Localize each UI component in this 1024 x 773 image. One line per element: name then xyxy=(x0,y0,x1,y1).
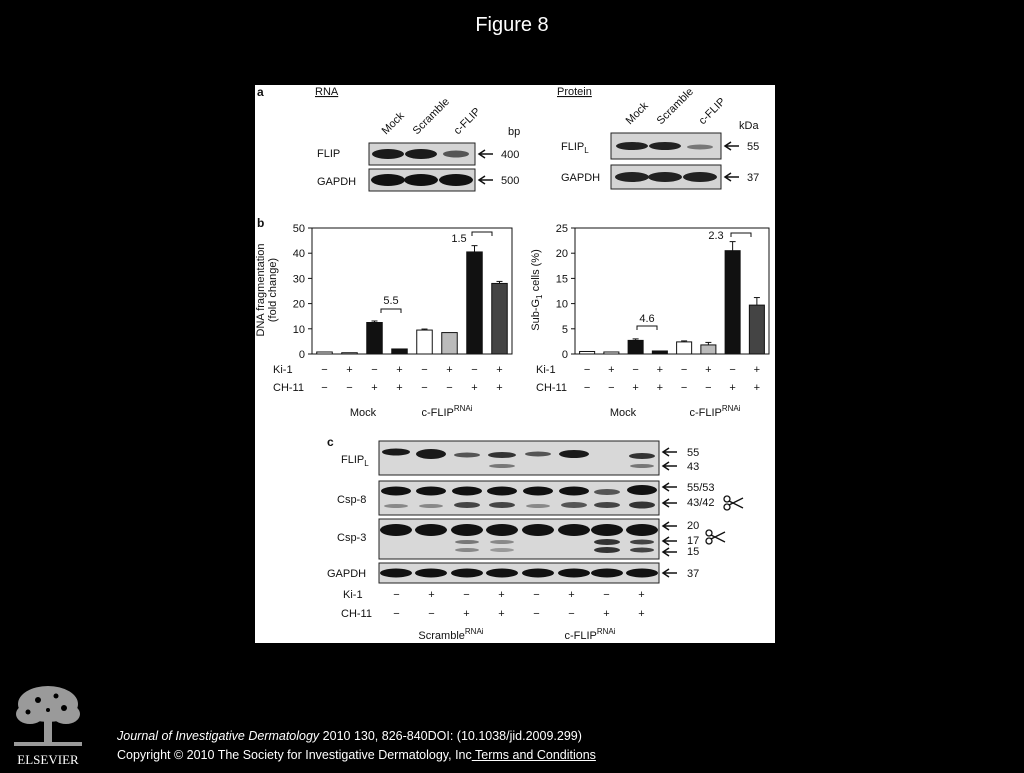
arrow-icon xyxy=(725,173,739,181)
rna-size-500: 500 xyxy=(501,175,520,187)
c-signs xyxy=(393,589,644,620)
band xyxy=(616,142,648,150)
ch11-sign: − xyxy=(705,382,712,394)
ch11-sign: + xyxy=(496,382,503,394)
protein-unit: kDa xyxy=(739,120,759,132)
protein-size-37: 37 xyxy=(747,172,760,184)
band xyxy=(405,149,437,159)
bar xyxy=(749,305,764,354)
c-csp8-marker-43-42: 43/42 xyxy=(687,497,715,509)
ch11-sign: − xyxy=(421,382,428,394)
b-row-ch11-left: CH-11 xyxy=(273,382,304,394)
band xyxy=(683,172,717,182)
panel-a-label: a xyxy=(257,85,264,99)
b-group-mock-left: Mock xyxy=(349,407,377,419)
bar xyxy=(417,330,433,354)
arrow-icon xyxy=(663,548,677,556)
bar xyxy=(652,351,667,354)
copyright-text: Copyright © 2010 The Society for Investigative Dermatology, Inc xyxy=(117,748,472,762)
ch11-sign: + xyxy=(396,382,403,394)
ch11-sign: + xyxy=(632,382,639,394)
arrow-icon xyxy=(663,448,677,456)
c-blot-csp8-label: Csp-8 xyxy=(337,494,367,506)
y-tick-label: 15 xyxy=(555,273,568,286)
chart1-bracket-2 xyxy=(472,232,492,236)
arrow-icon xyxy=(663,462,677,470)
ki1-sign: + xyxy=(496,364,503,376)
c-blot-csp3-label: Csp-3 xyxy=(337,532,367,544)
elsevier-tree-icon xyxy=(8,680,88,768)
chart2-ylabel: Sub-$G_1$ cells (%) xyxy=(530,249,544,331)
c-blot-flip-label: $FLIP_L$ xyxy=(341,454,369,468)
b-group-cflip-right: $c-FLIP^{RNAi}$ xyxy=(689,404,741,419)
ki1-sign: + xyxy=(346,364,353,376)
bar xyxy=(467,252,483,354)
c-blot-gapdh-label: GAPDH xyxy=(327,568,367,580)
ki1-sign: − xyxy=(632,364,639,376)
rna-size-400: 400 xyxy=(501,149,520,161)
ch11-sign: − xyxy=(446,382,453,394)
ch11-sign: − xyxy=(321,382,328,394)
b-signs-right xyxy=(584,364,760,394)
rna-unit: bp xyxy=(508,126,521,138)
slide-title: Figure 8 xyxy=(475,14,549,36)
y-tick-label: 50 xyxy=(292,223,305,235)
b-row-ki1-left: Ki-1 xyxy=(273,364,293,376)
ki1-sign: + xyxy=(705,364,712,376)
chart1-y-axis xyxy=(293,223,312,361)
chart2-bracket-2 xyxy=(731,233,751,237)
c-blot-flip xyxy=(379,441,659,475)
ki1-sign: − xyxy=(603,589,610,601)
protein-lane-cflip: c-FLIP xyxy=(696,95,729,128)
logo-text: ELSEVIER xyxy=(17,752,79,767)
y-tick-label: 25 xyxy=(555,223,568,235)
band xyxy=(371,174,405,186)
c-row-ki1: Ki-1 xyxy=(343,589,363,601)
bar xyxy=(392,349,408,354)
copyright-line xyxy=(117,748,596,762)
bar xyxy=(628,340,643,354)
ki1-sign: + xyxy=(638,589,645,601)
ch11-sign: − xyxy=(568,608,575,620)
arrow-icon xyxy=(663,522,677,530)
ki1-sign: − xyxy=(533,589,540,601)
rna-lane-scramble: Scramble xyxy=(410,95,452,138)
band xyxy=(443,151,469,158)
chart2-annotation-1: 4.6 xyxy=(639,313,655,325)
rna-row-gapdh: GAPDH xyxy=(317,176,357,188)
bar xyxy=(580,351,595,354)
arrow-icon xyxy=(479,150,493,158)
y-tick-label: 20 xyxy=(292,298,305,311)
band xyxy=(687,145,713,150)
c-csp3-marker-20: 20 xyxy=(687,520,700,532)
ki1-sign: − xyxy=(371,364,378,376)
scissors-icon xyxy=(706,530,725,544)
bar xyxy=(342,353,358,354)
figure-8-panel xyxy=(255,85,775,643)
ki1-sign: − xyxy=(583,364,591,376)
arrow-icon xyxy=(663,537,677,545)
bar xyxy=(442,333,458,354)
ch11-sign: + xyxy=(638,608,645,620)
ki1-sign: − xyxy=(471,364,478,376)
rna-row-flip: FLIP xyxy=(317,148,341,160)
c-flip-marker-43: 43 xyxy=(687,461,700,473)
arrow-icon xyxy=(663,499,677,507)
c-group-scramble: Scramble$^{RNAi}$ xyxy=(418,627,484,642)
arrow-icon xyxy=(479,176,493,184)
y-tick-label: 40 xyxy=(292,248,305,261)
arrow-icon xyxy=(663,569,677,577)
ki1-sign: + xyxy=(753,364,761,376)
c-csp8-marker-55-53: 55/53 xyxy=(687,482,715,494)
protein-lane-mock: Mock xyxy=(623,100,651,128)
c-group-cflip: $c-FLIP^{RNAi}$ xyxy=(564,627,616,642)
ch11-sign: − xyxy=(393,608,400,620)
ki1-sign: + xyxy=(608,364,615,376)
ki1-sign: + xyxy=(396,364,403,376)
journal-name: Journal of Investigative Dermatology xyxy=(117,729,320,743)
ch11-sign: − xyxy=(346,382,353,394)
protein-size-55: 55 xyxy=(747,141,760,153)
rna-title: RNA xyxy=(315,86,339,98)
ki1-sign: − xyxy=(393,589,400,601)
bar xyxy=(725,251,740,354)
bar xyxy=(367,323,383,355)
ki1-sign: − xyxy=(321,364,328,376)
citation-line xyxy=(117,729,582,743)
chart2-bracket-1 xyxy=(637,326,657,330)
y-tick-label: 10 xyxy=(555,298,568,311)
arrow-icon xyxy=(663,483,677,491)
chart1-annotation-2: 1.5 xyxy=(451,233,467,245)
bar xyxy=(677,342,692,354)
c-csp3-marker-17: 17 xyxy=(687,535,700,547)
bar xyxy=(604,352,619,354)
ch11-sign: + xyxy=(463,608,470,620)
band xyxy=(404,174,438,186)
chart1-bars xyxy=(317,246,508,354)
y-tick-label: 0 xyxy=(561,349,568,361)
ch11-sign: + xyxy=(603,608,610,620)
rna-lane-cflip: c-FLIP xyxy=(451,105,484,138)
ch11-sign: − xyxy=(583,382,591,394)
chart1-annotation-1: 5.5 xyxy=(383,295,399,307)
chart2-annotation-2: 2.3 xyxy=(708,230,724,242)
c-csp3-marker-15: 15 xyxy=(687,546,700,558)
scissors-icon xyxy=(724,496,743,510)
ch11-sign: + xyxy=(471,382,478,394)
c-blot-csp8 xyxy=(379,481,659,515)
ch11-sign: + xyxy=(753,382,761,394)
chart2-bars xyxy=(580,242,765,354)
bar xyxy=(317,352,333,354)
elsevier-logo xyxy=(8,680,88,768)
b-group-mock-right: Mock xyxy=(609,407,637,419)
ch11-sign: + xyxy=(656,382,664,394)
y-tick-label: 30 xyxy=(292,273,305,286)
band xyxy=(649,142,681,150)
band xyxy=(648,172,682,182)
protein-lane-scramble: Scramble xyxy=(654,85,696,128)
chart1-ylabel-line1: DNA fragmentation xyxy=(255,243,267,337)
c-row-ch11: CH-11 xyxy=(341,608,372,620)
figure-svg xyxy=(255,85,775,643)
ki1-sign: + xyxy=(498,589,505,601)
ch11-sign: + xyxy=(498,608,505,620)
c-blot-csp3 xyxy=(379,519,659,559)
b-group-cflip-left: $c-FLIP^{RNAi}$ xyxy=(421,404,473,419)
bar xyxy=(492,283,508,354)
band xyxy=(372,149,404,159)
c-flip-marker-55: 55 xyxy=(687,447,700,459)
chart1-ylabel-line2: (fold change) xyxy=(267,257,279,323)
ch11-sign: − xyxy=(608,382,615,394)
bar xyxy=(701,345,716,354)
ki1-sign: − xyxy=(729,364,736,376)
protein-row-gapdh: GAPDH xyxy=(561,172,601,184)
ki1-sign: − xyxy=(421,364,428,376)
ki1-sign: + xyxy=(446,364,453,376)
ch11-sign: − xyxy=(428,608,435,620)
citation-details: 2010 130, 826-840DOI: (10.1038/jid.2009.299) xyxy=(319,729,582,743)
ch11-sign: − xyxy=(533,608,540,620)
ki1-sign: − xyxy=(680,364,688,376)
arrow-icon xyxy=(725,142,739,150)
panel-c-label: c xyxy=(327,435,334,449)
c-gapdh-marker-37: 37 xyxy=(687,568,700,580)
ch11-sign: − xyxy=(680,382,688,394)
ki1-sign: + xyxy=(656,364,664,376)
b-row-ki1-right: Ki-1 xyxy=(536,364,556,376)
protein-row-flip: $FLIP_L$ xyxy=(561,141,589,155)
y-tick-label: 10 xyxy=(292,323,305,336)
ki1-sign: + xyxy=(568,589,575,601)
terms-link[interactable]: Terms and Conditions xyxy=(471,748,596,762)
ki1-sign: + xyxy=(428,589,435,601)
ki1-sign: − xyxy=(463,589,470,601)
protein-title: Protein xyxy=(557,86,592,98)
rna-lane-mock: Mock xyxy=(379,110,407,138)
panel-b-label: b xyxy=(257,216,265,230)
b-row-ch11-right: CH-11 xyxy=(536,382,567,394)
band xyxy=(615,172,649,182)
b-signs-left xyxy=(321,364,502,394)
y-tick-label: 20 xyxy=(555,248,568,261)
ch11-sign: + xyxy=(371,382,378,394)
ch11-sign: + xyxy=(729,382,736,394)
chart2-y-axis xyxy=(556,223,575,361)
y-tick-label: 5 xyxy=(561,323,568,336)
band xyxy=(439,174,473,186)
chart1-bracket-1 xyxy=(381,309,401,313)
y-tick-label: 0 xyxy=(298,349,305,361)
